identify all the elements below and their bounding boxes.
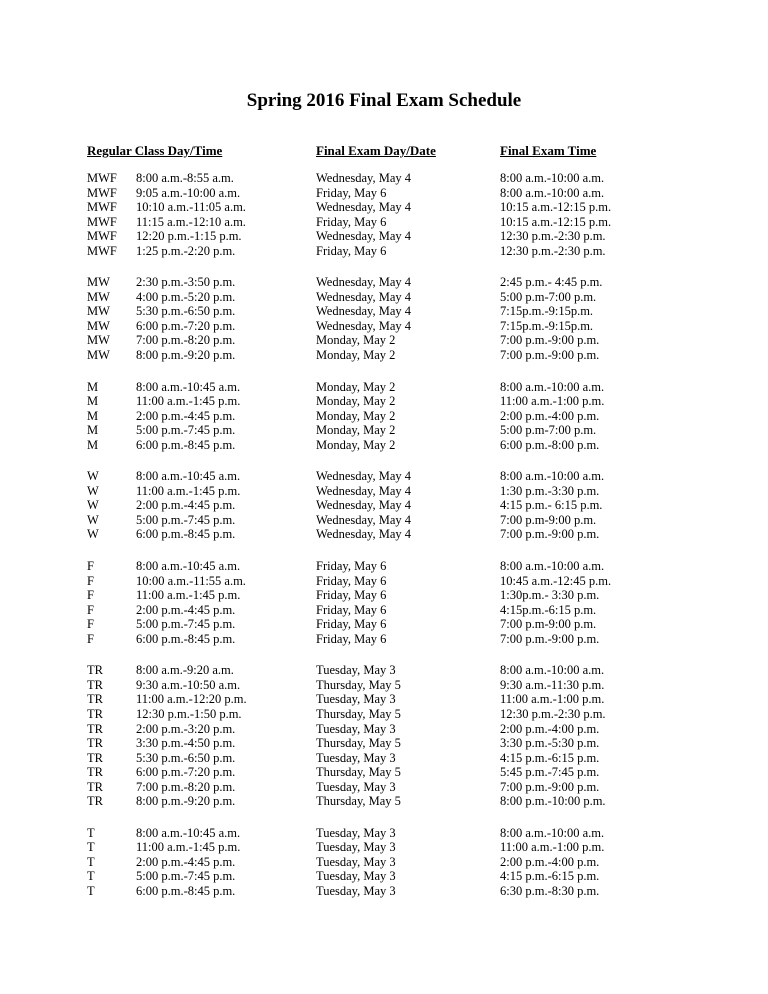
table-row bbox=[0, 244, 768, 259]
table-row bbox=[0, 469, 768, 484]
exam-date: Friday, May 6 bbox=[316, 559, 387, 574]
class-time: 2:00 p.m.-4:45 p.m. bbox=[136, 602, 236, 617]
class-time: 6:00 p.m.-8:45 p.m. bbox=[136, 437, 236, 452]
exam-date: Monday, May 2 bbox=[316, 379, 396, 394]
exam-time: 2:00 p.m.-4:00 p.m. bbox=[500, 408, 600, 423]
exam-date: Thursday, May 5 bbox=[316, 794, 401, 809]
table-row bbox=[0, 319, 768, 334]
table-row bbox=[0, 171, 768, 186]
table-row bbox=[0, 751, 768, 766]
exam-date: Tuesday, May 3 bbox=[316, 840, 396, 855]
table-row bbox=[0, 186, 768, 201]
table-row bbox=[0, 855, 768, 870]
schedule-group bbox=[0, 469, 768, 542]
class-time: 5:30 p.m.-6:50 p.m. bbox=[136, 750, 236, 765]
exam-time: 1:30 p.m.-3:30 p.m. bbox=[500, 483, 600, 498]
class-days: W bbox=[87, 483, 99, 498]
exam-time: 7:00 p.m-9:00 p.m. bbox=[500, 617, 597, 632]
exam-date: Thursday, May 5 bbox=[316, 765, 401, 780]
class-days: M bbox=[87, 423, 99, 438]
exam-time: 5:00 p.m-7:00 p.m. bbox=[500, 289, 597, 304]
exam-time: 12:30 p.m.-2:30 p.m. bbox=[500, 229, 606, 244]
class-days: M bbox=[87, 379, 99, 394]
table-row bbox=[0, 869, 768, 884]
exam-date: Friday, May 6 bbox=[316, 185, 387, 200]
table-row bbox=[0, 527, 768, 542]
class-days: TR bbox=[87, 736, 103, 751]
exam-date: Tuesday, May 3 bbox=[316, 883, 396, 898]
class-time: 2:00 p.m.-4:45 p.m. bbox=[136, 498, 236, 513]
class-time: 8:00 a.m.-10:45 a.m. bbox=[136, 825, 241, 840]
class-time: 10:10 a.m.-11:05 a.m. bbox=[136, 200, 246, 215]
class-days: MWF bbox=[87, 243, 117, 258]
class-days: W bbox=[87, 498, 99, 513]
class-time: 11:00 a.m.-1:45 p.m. bbox=[136, 588, 241, 603]
exam-time: 8:00 a.m.-10:00 a.m. bbox=[500, 663, 605, 678]
exam-time: 10:15 a.m.-12:15 p.m. bbox=[500, 214, 612, 229]
exam-date: Tuesday, May 3 bbox=[316, 663, 396, 678]
exam-time: 2:45 p.m.- 4:45 p.m. bbox=[500, 275, 603, 290]
class-days: MWF bbox=[87, 171, 117, 185]
table-row bbox=[0, 632, 768, 647]
exam-time: 8:00 p.m.-10:00 p.m. bbox=[500, 794, 606, 809]
exam-time: 3:30 p.m.-5:30 p.m. bbox=[500, 736, 600, 751]
class-time: 5:00 p.m.-7:45 p.m. bbox=[136, 869, 236, 884]
class-time: 8:00 a.m.-8:55 a.m. bbox=[136, 171, 234, 185]
table-row bbox=[0, 794, 768, 809]
class-time: 9:30 a.m.-10:50 a.m. bbox=[136, 677, 241, 692]
class-days: T bbox=[87, 883, 95, 898]
exam-time: 5:00 p.m-7:00 p.m. bbox=[500, 423, 597, 438]
class-time: 8:00 a.m.-10:45 a.m. bbox=[136, 379, 241, 394]
exam-date: Tuesday, May 3 bbox=[316, 854, 396, 869]
class-time: 1:25 p.m.-2:20 p.m. bbox=[136, 243, 236, 258]
exam-time: 8:00 a.m.-10:00 a.m. bbox=[500, 379, 605, 394]
class-days: MW bbox=[87, 348, 110, 363]
table-row bbox=[0, 722, 768, 737]
exam-time: 8:00 a.m.-10:00 a.m. bbox=[500, 469, 605, 484]
table-row bbox=[0, 513, 768, 528]
exam-date: Tuesday, May 3 bbox=[316, 825, 396, 840]
class-time: 10:00 a.m.-11:55 a.m. bbox=[136, 573, 246, 588]
table-row bbox=[0, 736, 768, 751]
exam-time: 2:00 p.m.-4:00 p.m. bbox=[500, 854, 600, 869]
class-time: 11:15 a.m.-12:10 a.m. bbox=[136, 214, 246, 229]
table-row bbox=[0, 200, 768, 215]
table-row bbox=[0, 333, 768, 348]
exam-date: Monday, May 2 bbox=[316, 408, 396, 423]
class-days: T bbox=[87, 840, 95, 855]
exam-time: 8:00 a.m.-10:00 a.m. bbox=[500, 171, 605, 185]
exam-date: Friday, May 6 bbox=[316, 588, 387, 603]
page-title: Spring 2016 Final Exam Schedule bbox=[246, 90, 522, 111]
header-exam-date: Final Exam Day/Date bbox=[316, 143, 436, 158]
exam-time: 7:00 p.m.-9:00 p.m. bbox=[500, 631, 600, 646]
class-days: W bbox=[87, 527, 99, 542]
class-time: 7:00 p.m.-8:20 p.m. bbox=[136, 333, 236, 348]
class-days: MWF bbox=[87, 214, 117, 229]
exam-time: 7:00 p.m.-9:00 p.m. bbox=[500, 348, 600, 363]
class-days: F bbox=[87, 559, 94, 574]
table-row bbox=[0, 678, 768, 693]
exam-date: Monday, May 2 bbox=[316, 423, 396, 438]
class-days: MW bbox=[87, 289, 110, 304]
class-days: MW bbox=[87, 275, 110, 290]
class-days: F bbox=[87, 602, 94, 617]
exam-date: Monday, May 2 bbox=[316, 394, 396, 409]
table-row bbox=[0, 290, 768, 305]
exam-date: Friday, May 6 bbox=[316, 573, 387, 588]
schedule-group bbox=[0, 380, 768, 453]
exam-time: 8:00 a.m.-10:00 a.m. bbox=[500, 559, 605, 574]
exam-date: Friday, May 6 bbox=[316, 243, 387, 258]
exam-date: Tuesday, May 3 bbox=[316, 721, 396, 736]
exam-time: 1:30p.m.- 3:30 p.m. bbox=[500, 588, 600, 603]
exam-date: Thursday, May 5 bbox=[316, 677, 401, 692]
class-days: MWF bbox=[87, 200, 117, 215]
exam-date: Monday, May 2 bbox=[316, 333, 396, 348]
table-row bbox=[0, 484, 768, 499]
exam-time: 11:00 a.m.-1:00 p.m. bbox=[500, 394, 605, 409]
exam-date: Tuesday, May 3 bbox=[316, 869, 396, 884]
exam-date: Thursday, May 5 bbox=[316, 736, 401, 751]
exam-date: Wednesday, May 4 bbox=[316, 527, 412, 542]
class-days: M bbox=[87, 408, 99, 423]
class-days: TR bbox=[87, 794, 103, 809]
class-time: 2:00 p.m.-3:20 p.m. bbox=[136, 721, 236, 736]
class-time: 11:00 a.m.-1:45 p.m. bbox=[136, 840, 241, 855]
exam-date: Tuesday, May 3 bbox=[316, 750, 396, 765]
exam-date: Wednesday, May 4 bbox=[316, 498, 412, 513]
exam-date: Wednesday, May 4 bbox=[316, 171, 412, 185]
exam-time: 5:45 p.m.-7:45 p.m. bbox=[500, 765, 600, 780]
class-days: TR bbox=[87, 779, 103, 794]
class-time: 5:30 p.m.-6:50 p.m. bbox=[136, 304, 236, 319]
class-days: F bbox=[87, 617, 94, 632]
table-row bbox=[0, 603, 768, 618]
class-days: M bbox=[87, 394, 99, 409]
exam-date: Tuesday, May 3 bbox=[316, 779, 396, 794]
schedule-group bbox=[0, 559, 768, 646]
class-days: T bbox=[87, 869, 95, 884]
exam-date: Wednesday, May 4 bbox=[316, 318, 412, 333]
table-row bbox=[0, 574, 768, 589]
table-row bbox=[0, 380, 768, 395]
exam-time: 2:00 p.m.-4:00 p.m. bbox=[500, 721, 600, 736]
exam-time: 10:45 a.m.-12:45 p.m. bbox=[500, 573, 612, 588]
class-time: 8:00 a.m.-10:45 a.m. bbox=[136, 559, 241, 574]
class-days: TR bbox=[87, 750, 103, 765]
exam-date: Wednesday, May 4 bbox=[316, 200, 412, 215]
class-time: 2:00 p.m.-4:45 p.m. bbox=[136, 408, 236, 423]
table-row bbox=[0, 229, 768, 244]
table-row bbox=[0, 348, 768, 363]
class-time: 5:00 p.m.-7:45 p.m. bbox=[136, 423, 236, 438]
table-row bbox=[0, 304, 768, 319]
table-row bbox=[0, 707, 768, 722]
class-time: 2:30 p.m.-3:50 p.m. bbox=[136, 275, 236, 290]
class-days: T bbox=[87, 825, 95, 840]
class-time: 3:30 p.m.-4:50 p.m. bbox=[136, 736, 236, 751]
exam-time: 10:15 a.m.-12:15 p.m. bbox=[500, 200, 612, 215]
exam-date: Friday, May 6 bbox=[316, 631, 387, 646]
exam-time: 11:00 a.m.-1:00 p.m. bbox=[500, 840, 605, 855]
class-days: W bbox=[87, 469, 99, 484]
exam-date: Monday, May 2 bbox=[316, 437, 396, 452]
exam-date: Wednesday, May 4 bbox=[316, 275, 412, 290]
class-time: 2:00 p.m.-4:45 p.m. bbox=[136, 854, 236, 869]
class-time: 11:00 a.m.-12:20 p.m. bbox=[136, 692, 247, 707]
class-time: 5:00 p.m.-7:45 p.m. bbox=[136, 617, 236, 632]
exam-time: 8:00 a.m.-10:00 a.m. bbox=[500, 185, 605, 200]
table-row bbox=[0, 617, 768, 632]
exam-date: Friday, May 6 bbox=[316, 617, 387, 632]
table-row bbox=[0, 692, 768, 707]
exam-time: 7:15p.m.-9:15p.m. bbox=[500, 304, 594, 319]
exam-date: Thursday, May 5 bbox=[316, 706, 401, 721]
table-row bbox=[0, 438, 768, 453]
class-days: TR bbox=[87, 706, 103, 721]
class-days: F bbox=[87, 631, 94, 646]
exam-time: 7:00 p.m.-9:00 p.m. bbox=[500, 527, 600, 542]
table-row bbox=[0, 780, 768, 795]
class-time: 6:00 p.m.-8:45 p.m. bbox=[136, 883, 236, 898]
class-days: MWF bbox=[87, 185, 117, 200]
class-days: TR bbox=[87, 692, 103, 707]
schedule-group bbox=[0, 275, 768, 362]
class-days: MW bbox=[87, 333, 110, 348]
class-days: F bbox=[87, 588, 94, 603]
class-days: TR bbox=[87, 721, 103, 736]
class-days: T bbox=[87, 854, 95, 869]
exam-time: 7:00 p.m.-9:00 p.m. bbox=[500, 779, 600, 794]
exam-time: 6:00 p.m.-8:00 p.m. bbox=[500, 437, 600, 452]
exam-time: 4:15 p.m.-6:15 p.m. bbox=[500, 869, 600, 884]
exam-time: 4:15 p.m.- 6:15 p.m. bbox=[500, 498, 603, 513]
exam-time: 7:00 p.m.-9:00 p.m. bbox=[500, 333, 600, 348]
table-row bbox=[0, 765, 768, 780]
exam-time: 11:00 a.m.-1:00 p.m. bbox=[500, 692, 605, 707]
table-row bbox=[0, 394, 768, 409]
class-time: 4:00 p.m.-5:20 p.m. bbox=[136, 289, 236, 304]
exam-date: Wednesday, May 4 bbox=[316, 483, 412, 498]
class-days: W bbox=[87, 512, 99, 527]
exam-date: Tuesday, May 3 bbox=[316, 692, 396, 707]
exam-time: 7:15p.m.-9:15p.m. bbox=[500, 318, 594, 333]
exam-time: 9:30 a.m.-11:30 p.m. bbox=[500, 677, 605, 692]
schedule-group bbox=[0, 826, 768, 899]
table-row bbox=[0, 498, 768, 513]
header-exam-time: Final Exam Time bbox=[500, 143, 597, 158]
class-time: 8:00 p.m.-9:20 p.m. bbox=[136, 348, 236, 363]
exam-time: 7:00 p.m-9:00 p.m. bbox=[500, 512, 597, 527]
class-days: TR bbox=[87, 663, 103, 678]
class-days: MW bbox=[87, 318, 110, 333]
table-row bbox=[0, 423, 768, 438]
table-row bbox=[0, 409, 768, 424]
class-time: 8:00 a.m.-10:45 a.m. bbox=[136, 469, 241, 484]
exam-time: 12:30 p.m.-2:30 p.m. bbox=[500, 706, 606, 721]
class-time: 6:00 p.m.-8:45 p.m. bbox=[136, 527, 236, 542]
class-days: F bbox=[87, 573, 94, 588]
class-days: TR bbox=[87, 677, 103, 692]
exam-time: 6:30 p.m.-8:30 p.m. bbox=[500, 883, 600, 898]
class-time: 6:00 p.m.-7:20 p.m. bbox=[136, 765, 236, 780]
class-time: 11:00 a.m.-1:45 p.m. bbox=[136, 394, 241, 409]
exam-time: 12:30 p.m.-2:30 p.m. bbox=[500, 243, 606, 258]
header-regular-class: Regular Class Day/Time bbox=[87, 143, 223, 158]
class-time: 5:00 p.m.-7:45 p.m. bbox=[136, 512, 236, 527]
exam-date: Friday, May 6 bbox=[316, 602, 387, 617]
schedule-group bbox=[0, 663, 768, 808]
exam-date: Wednesday, May 4 bbox=[316, 289, 412, 304]
table-row bbox=[0, 215, 768, 230]
class-time: 8:00 a.m.-9:20 a.m. bbox=[136, 663, 234, 678]
class-time: 7:00 p.m.-8:20 p.m. bbox=[136, 779, 236, 794]
table-row bbox=[0, 826, 768, 841]
table-row bbox=[0, 559, 768, 574]
class-time: 6:00 p.m.-8:45 p.m. bbox=[136, 631, 236, 646]
table-row bbox=[0, 840, 768, 855]
class-days: MWF bbox=[87, 229, 117, 244]
class-days: TR bbox=[87, 765, 103, 780]
exam-time: 4:15 p.m.-6:15 p.m. bbox=[500, 750, 600, 765]
exam-date: Wednesday, May 4 bbox=[316, 469, 412, 484]
exam-date: Wednesday, May 4 bbox=[316, 512, 412, 527]
class-time: 11:00 a.m.-1:45 p.m. bbox=[136, 483, 241, 498]
class-time: 12:20 p.m.-1:15 p.m. bbox=[136, 229, 242, 244]
exam-time: 8:00 a.m.-10:00 a.m. bbox=[500, 825, 605, 840]
table-row bbox=[0, 884, 768, 899]
table-row bbox=[0, 663, 768, 678]
schedule-table bbox=[0, 171, 768, 916]
class-days: M bbox=[87, 437, 99, 452]
table-row bbox=[0, 588, 768, 603]
exam-date: Wednesday, May 4 bbox=[316, 229, 412, 244]
exam-time: 4:15p.m.-6:15 p.m. bbox=[500, 602, 597, 617]
class-time: 9:05 a.m.-10:00 a.m. bbox=[136, 185, 241, 200]
class-time: 12:30 p.m.-1:50 p.m. bbox=[136, 706, 242, 721]
class-time: 8:00 p.m.-9:20 p.m. bbox=[136, 794, 236, 809]
class-days: MW bbox=[87, 304, 110, 319]
exam-date: Monday, May 2 bbox=[316, 348, 396, 363]
schedule-group bbox=[0, 171, 768, 258]
class-time: 6:00 p.m.-7:20 p.m. bbox=[136, 318, 236, 333]
table-row bbox=[0, 275, 768, 290]
exam-date: Friday, May 6 bbox=[316, 214, 387, 229]
exam-date: Wednesday, May 4 bbox=[316, 304, 412, 319]
